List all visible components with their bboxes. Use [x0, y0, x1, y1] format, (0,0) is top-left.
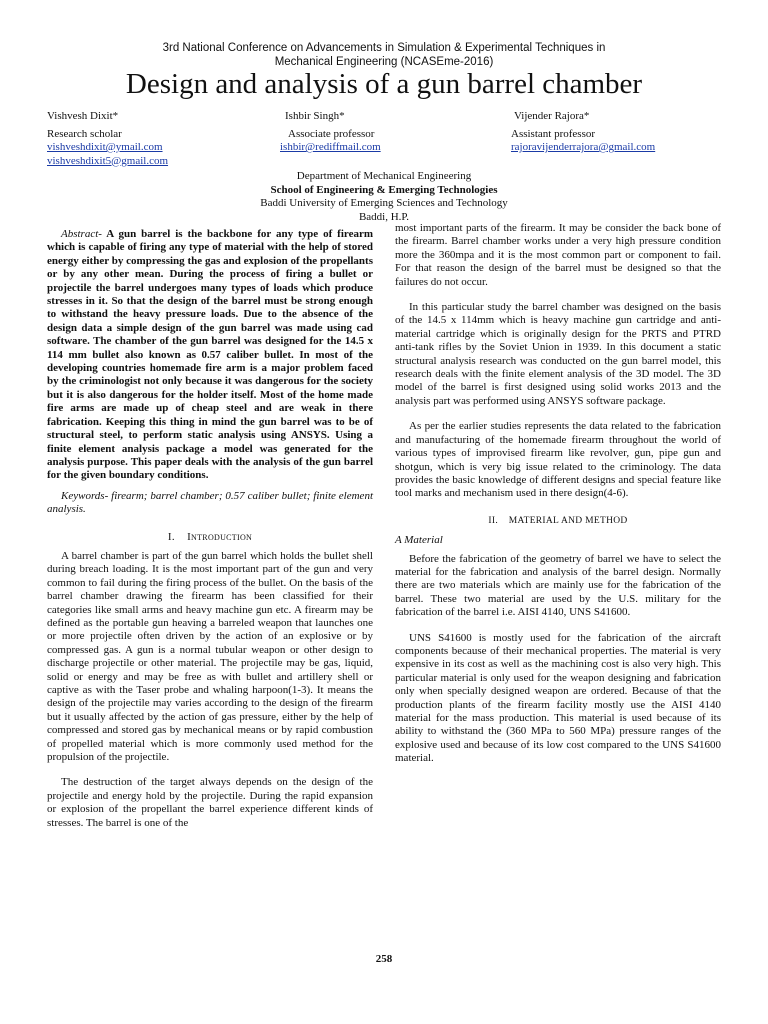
section-heading-material-method — [395, 515, 721, 528]
author-2 — [280, 110, 381, 155]
keywords: Keywords- firearm; barrel chamber; 0.57 caliber bullet; finite element analysis. — [47, 489, 373, 516]
section-title: MATERIAL AND METHOD — [508, 515, 628, 526]
author-name: Ishbir Singh* — [285, 110, 345, 122]
section-number: I. — [167, 530, 175, 543]
affiliation — [0, 170, 768, 224]
author-1 — [47, 110, 168, 168]
conference-line-1: 3rd National Conference on Advancements in Simulation & Experimental Techniques in — [162, 42, 606, 54]
author-role: Research scholar — [47, 127, 122, 140]
author-email-link[interactable]: ishbir@rediffmail.com — [280, 141, 381, 153]
paragraph: most important parts of the firearm. It may be consider the back bone of the firearm. Barrel chamber works under a very high pressure condition more the 360mpa and it is the most common part or component to fail. For that reason the design of the barrel must be designed so that the failures do not occur. — [395, 222, 721, 288]
paragraph: In this particular study the barrel chamber was designed on the basis of the 14.5 x 114mm which is heavy machine gun cartridge and anti-material cartridge which is originally design for the PRTS and PTRD anti-tank rifles by the Soviet Union in 1939. In this document a static structural analysis research was conducted on the gun barrel model, this research deals with the finite element analysis of the 3D model. The 3D model of the barrel is first designed using solid works 2013 and the analysis part was performed using ANSYS software package. — [395, 301, 721, 407]
author-name: Vijender Rajora* — [514, 110, 590, 122]
school: School of Engineering & Emerging Technologies — [270, 183, 498, 196]
section-title: Introduction — [187, 530, 253, 543]
right-column — [395, 222, 721, 775]
author-email-link[interactable]: vishveshdixit@ymail.com — [47, 141, 163, 153]
author-3 — [511, 110, 655, 155]
abstract-label: Abstract- — [61, 228, 102, 240]
paragraph: As per the earlier studies represents the data related to the fabrication and manufacturing of the homemade firearm throughout the world of various types of improvised firearm like revolver, gun, pipe gun and shotgun, which is very big issue related to the criminology. The data provides the basic knowledge of different designs and special feature like tool marks and mechanism used in there design(4-6). — [395, 420, 721, 500]
city: Baddi, H.P. — [358, 210, 410, 223]
paragraph: UNS S41600 is mostly used for the fabrication of the aircraft components because of their mechanical properties. The material is very expensive in its cost as well as the machining cost is also very high. This particular material is only used for the weapon designing and fabrication only when specially designed weapon are ordered. Because of that the production plants of the firearm facility mostly use the AISI 4140 material for the mass production. This material is used because of its ability to withstand the (360 MPa to 560 MPa) pressure ranges of the explosive used and because of its low cost compared to the UNS S41600 material. — [395, 631, 721, 765]
section-number: II. — [488, 515, 499, 526]
author-email-link[interactable]: vishveshdixit5@gmail.com — [47, 154, 169, 167]
author-role: Assistant professor — [511, 127, 596, 140]
subsection-heading: A Material — [395, 534, 443, 547]
paragraph: The destruction of the target always depends on the design of the projectile and energy hold by the projectile. During the rapid expansion or explosion of the propellant the barrel experience different kinds of stresses. The barrel is one of the — [47, 776, 373, 829]
author-name: Vishvesh Dixit* — [47, 110, 119, 122]
left-column — [47, 228, 373, 839]
university: Baddi University of Emerging Sciences and Technology — [260, 197, 508, 209]
conference-line-2: Mechanical Engineering (NCASEme-2016) — [274, 55, 494, 68]
paper-title: Design and analysis of a gun barrel chamber — [125, 68, 643, 100]
abstract — [47, 228, 373, 483]
page-number: 258 — [375, 953, 393, 965]
paragraph: A barrel chamber is part of the gun barrel which holds the bullet shell during breach loading. It is the most important part of the gun and very common to fail during the firing process of the bullet. On the basis of the barrel chamber drawing the firearm has been classified for their categories like small arms and heavy machine gun etc. A firearm may be defined as the portable gun heaving a barreled weapon that launches one or more projectile often driven by the action of an explosive or by compressed gas. A gun is a normal tubular weapon or other design to discharge projectile or other material. The projectile may be gas, liquid, solid or energy and may be free as with bullet and artillery shell or captive as with the Taser probe and whaling harpoon(1-3). It means the design of the projectile may varies according to the design of the firearm but it usually affected by the action of gas pressure, either by the help of compressed and stored gas by mechanical means or by rapid combustion of propelled material which is more commonly used method for the propulsion of the projectile. — [47, 549, 373, 764]
conference-header — [0, 42, 768, 69]
author-email-link[interactable]: rajoravijenderrajora@gmail.com — [511, 141, 656, 153]
department: Department of Mechanical Engineering — [296, 170, 472, 182]
paragraph: Before the fabrication of the geometry of barrel we have to select the material for the fabrication and analysis of the barrel design. Normally there are two materials which are mainly use for the fabrication of the barrel. These two material are used by the U.S. military for the fabrication of the barrel i.e. AISI 4140, UNS S41600. — [395, 552, 721, 619]
author-role: Associate professor — [288, 127, 375, 140]
abstract-text: A gun barrel is the backbone for any type of firearm which is capable of firing any type of material with the help of stored energy either by compressing the gas and explosion of the propellants or by any other mean. During the process of firing a bullet or projectile the barrel undergoes many types of loads which produce stresses in it. So that the design of the barrel must be strong enough to withstand the heavy pressure loads. Due to the absence of the design data a simple design of the gun barrel was made using cad software. The chamber of the gun barrel was designed for the 14.5 x 114 mm bullet also known as 0.57 caliber bullet. In most of the developing countries homemade fire arm is a major problem faced by the criminologist not only because it was dangerous for the society but it is also dangerous for the holder itself. Most of the home made fire arms are made up of cheap steel and are weak in there fabrication. Keeping this thing in mind the gun barrel was to be of structural steel, to perform static analysis using ANSYS. Using a finite element analysis package a model was generated for the analysis purpose. This paper deals with the analysis of the gun barrel for the given boundary conditions. — [47, 228, 373, 482]
section-heading-introduction — [47, 531, 373, 544]
